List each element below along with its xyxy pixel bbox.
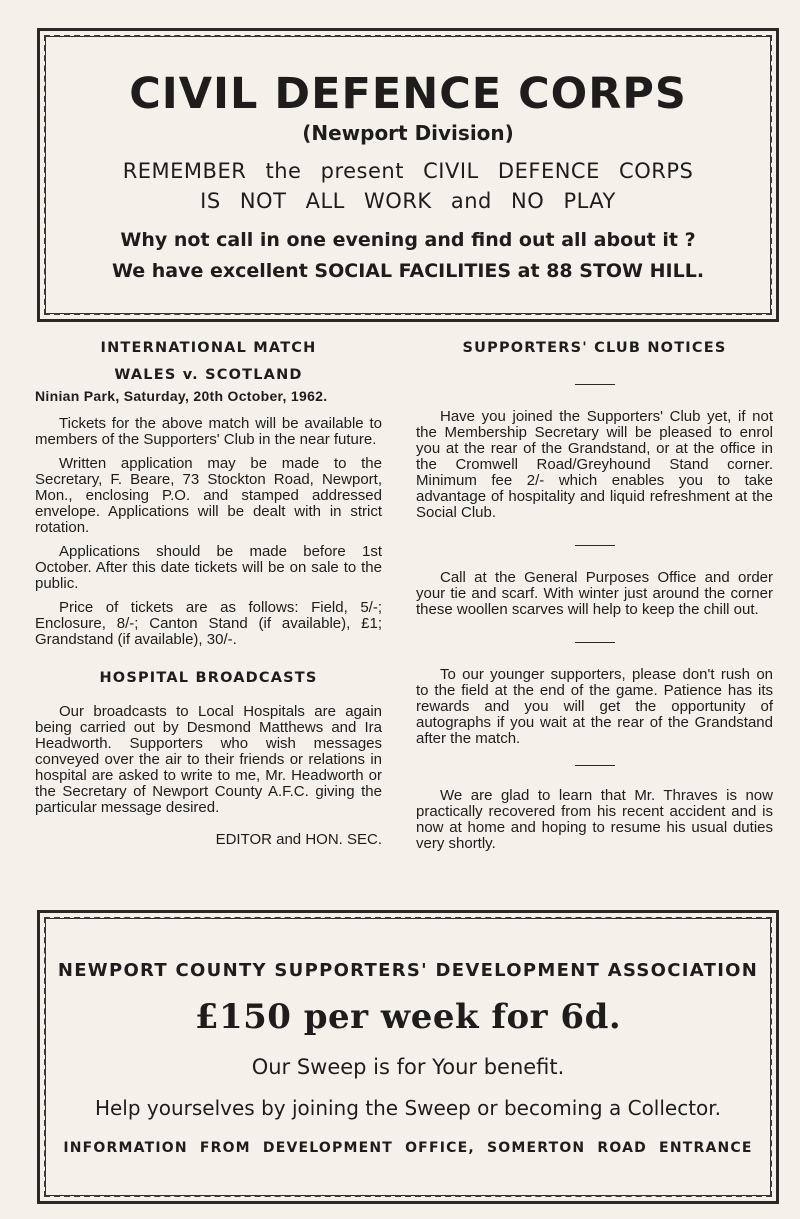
hospital-broadcasts-title: HOSPITAL BROADCASTS: [99, 670, 318, 686]
sweep-price: £150 per week for 6d.: [194, 997, 622, 1037]
price-paragraph: Price of tickets are as follows: Field, 5/-; Enclosure, 8/-; Canton Stand (if available), £1; Grandstand (if available), 30/-.: [35, 599, 382, 648]
advert-heading: CIVIL DEFENCE CORPS: [129, 69, 687, 119]
development-association-advert: [37, 910, 779, 1204]
advert-division: (Newport Division): [302, 121, 514, 145]
notice-membership: Have you joined the Supporters' Club yet, if not the Membership Secretary will be pleased to enrol you at the rear of the Grandstand, or at the office in the Cromwell Road/Greyhound Stand corner. Minimum fee 2/- which enables you to take advantage of hospitality and liquid refreshment at the Social Club.: [416, 408, 773, 521]
deadline-paragraph: Applications should be made before 1st October. After this date tickets will be on sale to the public.: [35, 543, 382, 592]
divider: [575, 765, 615, 766]
notice-tie-scarf: Call at the General Purposes Office and order your tie and scarf. With winter just around the corner these woollen scarves will help to keep the chill out.: [416, 569, 773, 618]
divider: [575, 545, 615, 546]
editor-signature: EDITOR and HON. SEC.: [215, 831, 382, 848]
sweep-collector-line: Help yourselves by joining the Sweep or becoming a Collector.: [94, 1096, 722, 1120]
advert-line-1: REMEMBER the present CIVIL DEFENCE CORPS: [122, 159, 694, 183]
international-match-title: INTERNATIONAL MATCH: [100, 340, 317, 356]
sweep-benefit-line: Our Sweep is for Your benefit.: [251, 1055, 565, 1079]
venue-date: Ninian Park, Saturday, 20th October, 1962.: [35, 388, 328, 404]
ticket-paragraph: Tickets for the above match will be available to members of the Supporters' Club in the near future.: [35, 415, 382, 448]
development-office-info: INFORMATION FROM DEVELOPMENT OFFICE, SOMERTON ROAD ENTRANCE: [63, 1140, 753, 1156]
advert-line-2: IS NOT ALL WORK and NO PLAY: [200, 189, 616, 213]
application-paragraph: Written application may be made to the Secretary, F. Beare, 73 Stockton Road, Newport, Mon., enclosing P.O. and stamped addressed envelope. Applications will be dealt with in strict rotation.: [35, 455, 382, 536]
association-title: NEWPORT COUNTY SUPPORTERS' DEVELOPMENT ASSOCIATION: [57, 960, 759, 981]
notice-younger-supporters: To our younger supporters, please don't rush on to the field at the end of the game. Patience has its rewards and you will get the opportunity of autographs if you wait at the rear of the Grandstand after the match.: [416, 666, 773, 747]
advert-line-4: We have excellent SOCIAL FACILITIES at 88 STOW HILL.: [111, 260, 705, 282]
supporters-club-notices-title: SUPPORTERS' CLUB NOTICES: [462, 340, 727, 356]
hospital-paragraph: Our broadcasts to Local Hospitals are again being carried out by Desmond Matthews and Ira Headworth. Supporters who wish messages conveyed over the air to their friends or relations in hospital are asked to write to me, Mr. Headworth or the Secretary of Newport County A.F.C. giving the particular message desired.: [35, 703, 382, 816]
right-column: [416, 340, 773, 852]
notice-thraves: We are glad to learn that Mr. Thraves is now practically recovered from his recent accident and is now at home and hoping to resume his usual duties very shortly.: [416, 787, 773, 852]
divider: [575, 642, 615, 643]
fixture-title: WALES v. SCOTLAND: [114, 367, 303, 383]
civil-defence-advert: [37, 28, 779, 322]
advert-line-3: Why not call in one evening and find out all about it ?: [120, 229, 696, 251]
left-column: [35, 340, 382, 848]
divider: [575, 384, 615, 385]
